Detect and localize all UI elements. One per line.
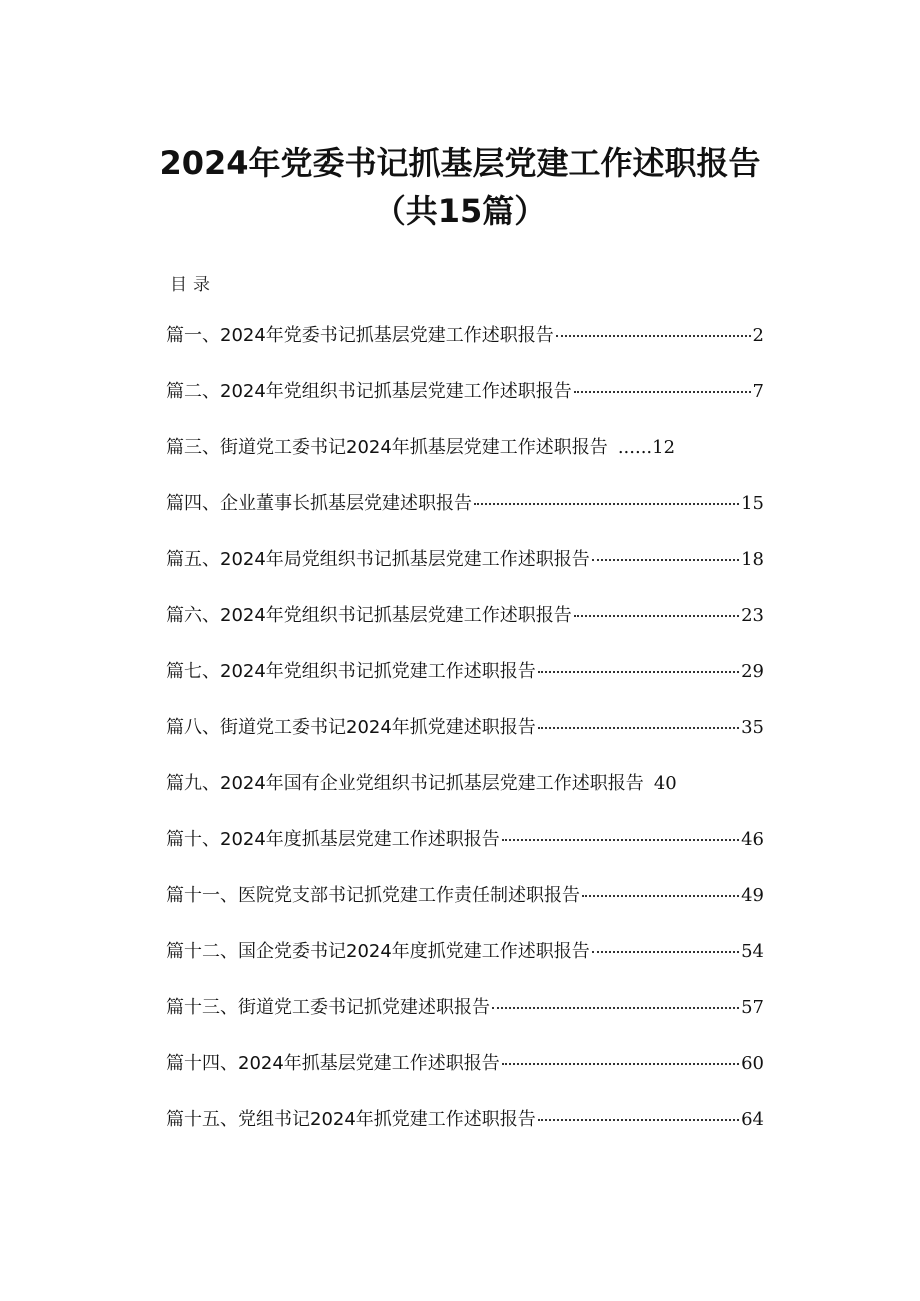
toc-page-number: 49 <box>741 885 764 906</box>
toc-entry-title: 街道党工委书记2024年抓党建述职报告 <box>220 717 536 738</box>
toc-page-number: 60 <box>741 1053 764 1074</box>
toc-heading: 目录 <box>170 275 216 295</box>
toc-page-number: 23 <box>741 605 764 626</box>
toc-entry-number: 篇三、 <box>166 437 220 458</box>
document-subtitle: （共15篇） <box>373 192 547 230</box>
toc-entry-title: 街道党工委书记2024年抓基层党建工作述职报告 <box>220 437 608 458</box>
toc-page-number: 35 <box>741 717 764 738</box>
toc-entry[interactable] <box>166 320 764 376</box>
toc-entry[interactable] <box>166 1048 764 1104</box>
toc-entry-number: 篇十一、 <box>166 885 238 906</box>
toc-entry[interactable] <box>166 824 764 880</box>
toc-entry[interactable] <box>166 992 764 1048</box>
toc-page-number: 40 <box>653 773 677 794</box>
toc-entry-title: 国企党委书记2024年度抓党建工作述职报告 <box>238 941 590 962</box>
toc-entry[interactable] <box>166 656 764 712</box>
toc-entry[interactable] <box>166 936 764 992</box>
toc-entry-title: 2024年党组织书记抓基层党建工作述职报告 <box>220 605 572 626</box>
toc-page-number: ......12 <box>617 437 676 458</box>
toc-dot-leader <box>574 391 751 393</box>
toc-dot-leader <box>502 1063 739 1065</box>
toc-dot-leader <box>492 1007 739 1009</box>
toc-entry-number: 篇二、 <box>166 381 220 402</box>
toc-entry-title: 2024年国有企业党组织书记抓基层党建工作述职报告 <box>220 773 644 794</box>
toc-page-number: 15 <box>741 493 764 514</box>
toc-entry-number: 篇四、 <box>166 493 220 514</box>
toc-entry[interactable] <box>166 488 764 544</box>
toc-entry-number: 篇五、 <box>166 549 220 570</box>
document-title: 2024年党委书记抓基层党建工作述职报告 <box>159 144 761 182</box>
toc-page-number: 64 <box>741 1109 764 1130</box>
toc-page-number: 2 <box>752 325 764 346</box>
toc-dot-leader <box>582 895 739 897</box>
toc-dot-leader <box>592 951 739 953</box>
toc-entry[interactable] <box>166 880 764 936</box>
toc-page-number: 46 <box>741 829 764 850</box>
toc-entry-title: 2024年党组织书记抓基层党建工作述职报告 <box>220 381 572 402</box>
toc-entry-number: 篇八、 <box>166 717 220 738</box>
toc-entry-number: 篇十三、 <box>166 997 238 1018</box>
toc-page-number: 7 <box>752 381 764 402</box>
toc-dot-leader <box>502 839 739 841</box>
toc-entry[interactable] <box>166 376 764 432</box>
toc-entry-number: 篇六、 <box>166 605 220 626</box>
toc-page-number: 57 <box>741 997 764 1018</box>
toc-entry-title: 2024年度抓基层党建工作述职报告 <box>220 829 500 850</box>
toc-entry-number: 篇十四、 <box>166 1053 238 1074</box>
toc-entry-title: 街道党工委书记抓党建述职报告 <box>238 997 490 1018</box>
toc-entry[interactable] <box>166 600 764 656</box>
toc-dot-leader <box>592 559 739 561</box>
toc-dot-leader <box>556 335 751 337</box>
toc-entry[interactable] <box>166 768 764 824</box>
toc-entry-title: 2024年抓基层党建工作述职报告 <box>238 1053 500 1074</box>
toc-page-number: 29 <box>741 661 764 682</box>
toc-dot-leader <box>538 671 739 673</box>
toc-entry-title: 党组书记2024年抓党建工作述职报告 <box>238 1109 536 1130</box>
toc-entry-title: 医院党支部书记抓党建工作责任制述职报告 <box>238 885 580 906</box>
toc-entry[interactable] <box>166 544 764 600</box>
toc-dot-leader <box>574 615 739 617</box>
toc-dot-leader <box>474 503 739 505</box>
table-of-contents <box>166 320 764 1160</box>
toc-entry[interactable] <box>166 1104 764 1160</box>
toc-dot-leader <box>538 1119 739 1121</box>
toc-entry-number: 篇十五、 <box>166 1109 238 1130</box>
toc-entry-title: 2024年局党组织书记抓基层党建工作述职报告 <box>220 549 590 570</box>
toc-entry-number: 篇一、 <box>166 325 220 346</box>
toc-entry-number: 篇十、 <box>166 829 220 850</box>
toc-dot-leader <box>538 727 739 729</box>
toc-entry-number: 篇七、 <box>166 661 220 682</box>
toc-entry-title: 2024年党委书记抓基层党建工作述职报告 <box>220 325 554 346</box>
toc-entry-title: 2024年党组织书记抓党建工作述职报告 <box>220 661 536 682</box>
toc-page-number: 54 <box>741 941 764 962</box>
toc-entry-title: 企业董事长抓基层党建述职报告 <box>220 493 472 514</box>
toc-entry-number: 篇十二、 <box>166 941 238 962</box>
toc-entry[interactable] <box>166 432 764 488</box>
toc-entry-number: 篇九、 <box>166 773 220 794</box>
toc-page-number: 18 <box>741 549 764 570</box>
toc-entry[interactable] <box>166 712 764 768</box>
